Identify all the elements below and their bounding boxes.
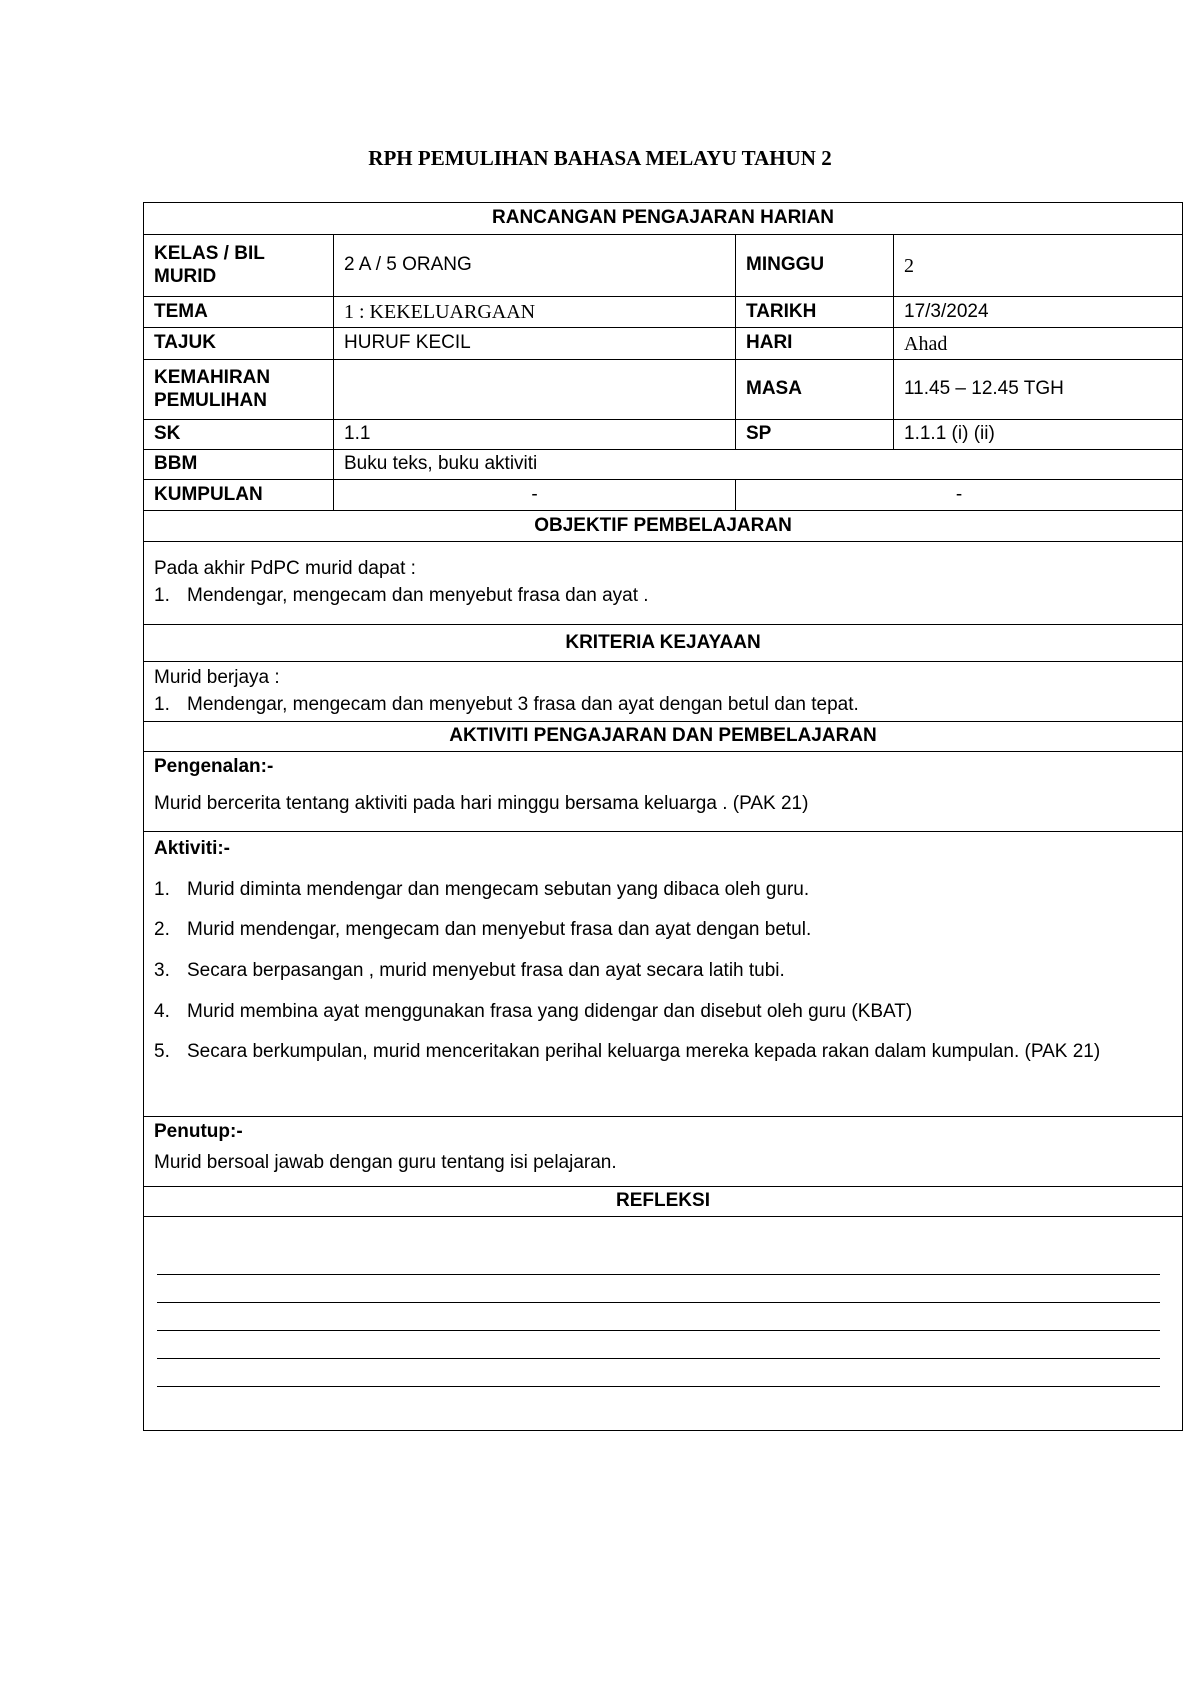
sk-value: 1.1 <box>334 420 736 450</box>
penutup-label: Penutup:- <box>154 1121 243 1142</box>
writing-line <box>157 1247 1160 1275</box>
minggu-value: 2 <box>894 235 1183 297</box>
writing-line <box>157 1359 1160 1387</box>
aktiviti-section <box>144 832 1183 1117</box>
list-item <box>154 999 1172 1025</box>
list-item <box>154 958 1172 984</box>
tajuk-label: TAJUK <box>144 328 334 360</box>
kumpulan-label: KUMPULAN <box>144 480 334 511</box>
list-item-number: 1. <box>154 693 170 715</box>
list-item <box>154 1039 1172 1065</box>
sp-label: SP <box>736 420 894 450</box>
kelas-value: 2 A / 5 ORANG <box>334 235 736 297</box>
list-item-number: 1. <box>154 878 170 900</box>
list-item <box>154 917 1172 943</box>
refleksi-area <box>144 1217 1183 1431</box>
aktiviti-label: Aktiviti:- <box>154 838 230 859</box>
list-item-number: 4. <box>154 1000 170 1022</box>
list-item-text: Secara berkumpulan, murid menceritakan perihal keluarga mereka kepada rakan dalam kumpulan. (PAK 21) <box>187 1041 1101 1063</box>
writing-line <box>157 1331 1160 1359</box>
list-item-number: 2. <box>154 919 170 941</box>
objektif-intro: Pada akhir PdPC murid dapat : <box>154 558 416 580</box>
objektif-heading: OBJEKTIF PEMBELAJARAN <box>144 511 1183 542</box>
list-item-text: Mendengar, mengecam dan menyebut frasa dan ayat . <box>187 585 649 606</box>
minggu-label: MINGGU <box>736 235 894 297</box>
hari-label: HARI <box>736 328 894 360</box>
kriteria-body <box>144 662 1183 722</box>
hari-value: Ahad <box>894 328 1183 360</box>
lesson-plan-table <box>143 202 1183 1431</box>
kriteria-intro: Murid berjaya : <box>154 666 280 688</box>
kelas-label: KELAS / BIL MURID <box>144 235 334 297</box>
sk-label: SK <box>144 420 334 450</box>
penutup-text: Murid bersoal jawab dengan guru tentang isi pelajaran. <box>154 1151 617 1173</box>
bbm-value: Buku teks, buku aktiviti <box>334 450 1183 480</box>
list-item-number: 3. <box>154 960 170 982</box>
pengenalan-section <box>144 752 1183 832</box>
list-item <box>154 694 1172 717</box>
list-item-number: 1. <box>154 585 170 606</box>
list-item-text: Murid membina ayat menggunakan frasa yang didengar dan disebut oleh guru (KBAT) <box>187 1000 913 1022</box>
pengenalan-label: Pengenalan:- <box>154 756 274 777</box>
kumpulan-value-1: - <box>334 480 736 511</box>
list-item-text: Secara berpasangan , murid menyebut frasa dan ayat secara latih tubi. <box>187 960 785 982</box>
kriteria-list <box>154 694 1172 717</box>
sp-value: 1.1.1 (i) (ii) <box>894 420 1183 450</box>
tema-value: 1 : KEKELUARGAAN <box>334 297 736 328</box>
kemahiran-label: KEMAHIRAN PEMULIHAN <box>144 360 334 420</box>
bbm-label: BBM <box>144 450 334 480</box>
aktiviti-heading: AKTIVITI PENGAJARAN DAN PEMBELAJARAN <box>144 722 1183 752</box>
penutup-section <box>144 1117 1183 1187</box>
document-title: RPH PEMULIHAN BAHASA MELAYU TAHUN 2 <box>368 146 832 170</box>
list-item-text: Murid diminta mendengar dan mengecam sebutan yang dibaca oleh guru. <box>187 878 810 900</box>
list-item <box>154 585 1172 608</box>
masa-label: MASA <box>736 360 894 420</box>
writing-line <box>157 1275 1160 1303</box>
kemahiran-value <box>334 360 736 420</box>
tema-label: TEMA <box>144 297 334 328</box>
list-item <box>154 877 1172 903</box>
tajuk-value: HURUF KECIL <box>334 328 736 360</box>
objektif-body <box>144 542 1183 625</box>
pengenalan-text: Murid bercerita tentang aktiviti pada hari minggu bersama keluarga . (PAK 21) <box>154 792 809 814</box>
writing-line <box>157 1303 1160 1331</box>
list-item-number: 5. <box>154 1041 170 1063</box>
tarikh-label: TARIKH <box>736 297 894 328</box>
objektif-list <box>154 585 1172 608</box>
refleksi-heading: REFLEKSI <box>144 1187 1183 1217</box>
list-item-text: Murid mendengar, mengecam dan menyebut frasa dan ayat dengan betul. <box>187 919 812 941</box>
kriteria-heading: KRITERIA KEJAYAAN <box>144 625 1183 662</box>
aktiviti-list <box>154 877 1172 1065</box>
table-heading: RANCANGAN PENGAJARAN HARIAN <box>144 203 1183 235</box>
kumpulan-value-2: - <box>736 480 1183 511</box>
masa-value: 11.45 – 12.45 TGH <box>894 360 1183 420</box>
list-item-text: Mendengar, mengecam dan menyebut 3 frasa dan ayat dengan betul dan tepat. <box>187 693 859 715</box>
tarikh-value: 17/3/2024 <box>894 297 1183 328</box>
